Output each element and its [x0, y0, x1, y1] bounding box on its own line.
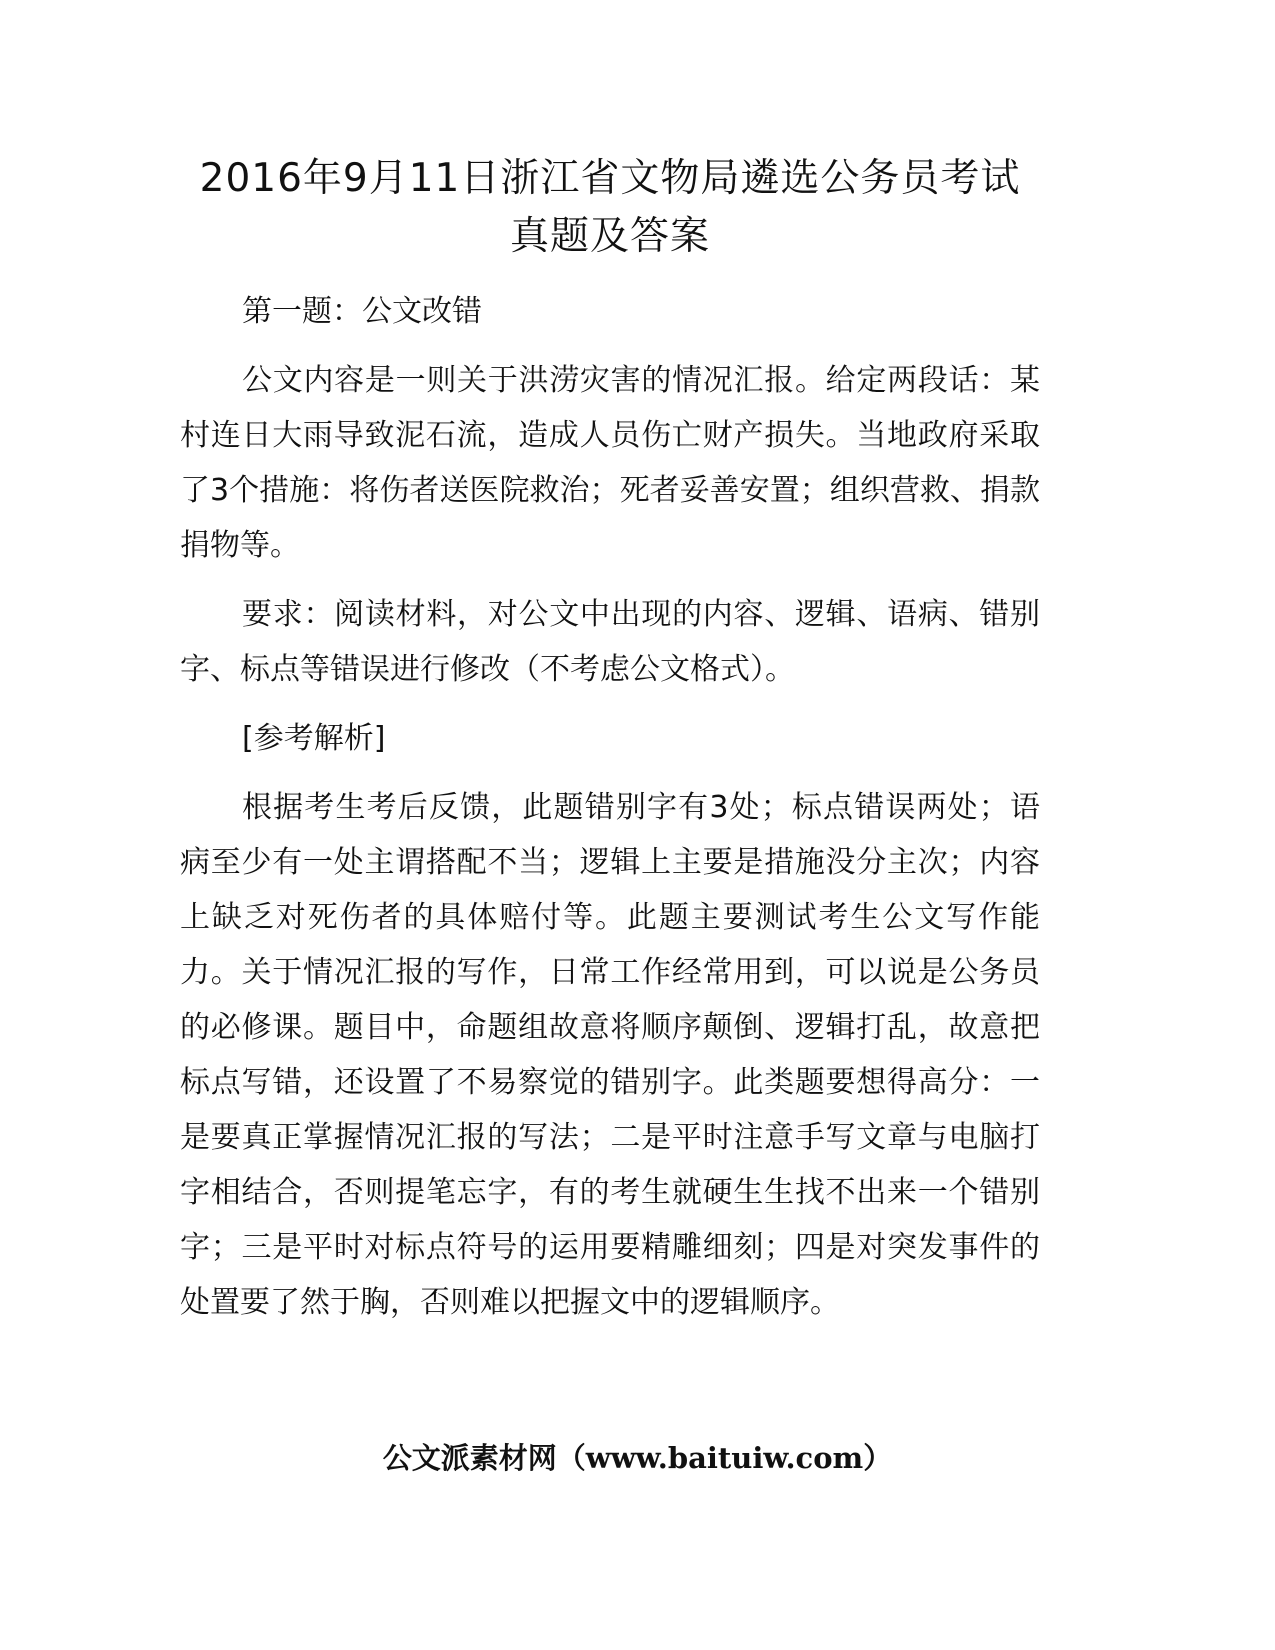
requirement-paragraph: 要求：阅读材料，对公文中出现的内容、逻辑、语病、错别字、标点等错误进行修改（不考虑公文格式）。: [180, 597, 1040, 687]
section-heading: 第一题：公文改错: [242, 294, 482, 329]
analysis-heading: [参考解析]: [242, 721, 386, 756]
title-line-1: 2016年9月11日浙江省文物局遴选公务员考试: [199, 156, 1021, 201]
document-title: [180, 150, 1040, 266]
footer-source: 公文派素材网（www.baituiw.com）: [382, 1441, 893, 1475]
document-body: [180, 150, 1040, 1344]
analysis-paragraph: 根据考生考后反馈，此题错别字有3处；标点错误两处；语病至少有一处主谓搭配不当；逻辑上主要是措施没分主次；内容上缺乏对死伤者的具体赔付等。此题主要测试考生公文写作能力。关于情况汇报的写作，日常工作经常用到，可以说是公务员的必修课。题目中，命题组故意将顺序颠倒、逻辑打乱，故意把标点写错，还设置了不易察觉的错别字。此类题要想得高分：一是要真正掌握情况汇报的写法；二是平时注意手写文章与电脑打字相结合，否则提笔忘字，有的考生就硬生生找不出来一个错别字；三是平时对标点符号的运用要精雕细刻；四是对突发事件的处置要了然于胸，否则难以把握文中的逻辑顺序。: [180, 790, 1040, 1320]
title-line-2: 真题及答案: [509, 214, 710, 259]
material-paragraph: 公文内容是一则关于洪涝灾害的情况汇报。给定两段话：某村连日大雨导致泥石流，造成人员伤亡财产损失。当地政府采取了3个措施：将伤者送医院救治；死者妥善安置；组织营救、捐款捐物等。: [180, 363, 1040, 563]
